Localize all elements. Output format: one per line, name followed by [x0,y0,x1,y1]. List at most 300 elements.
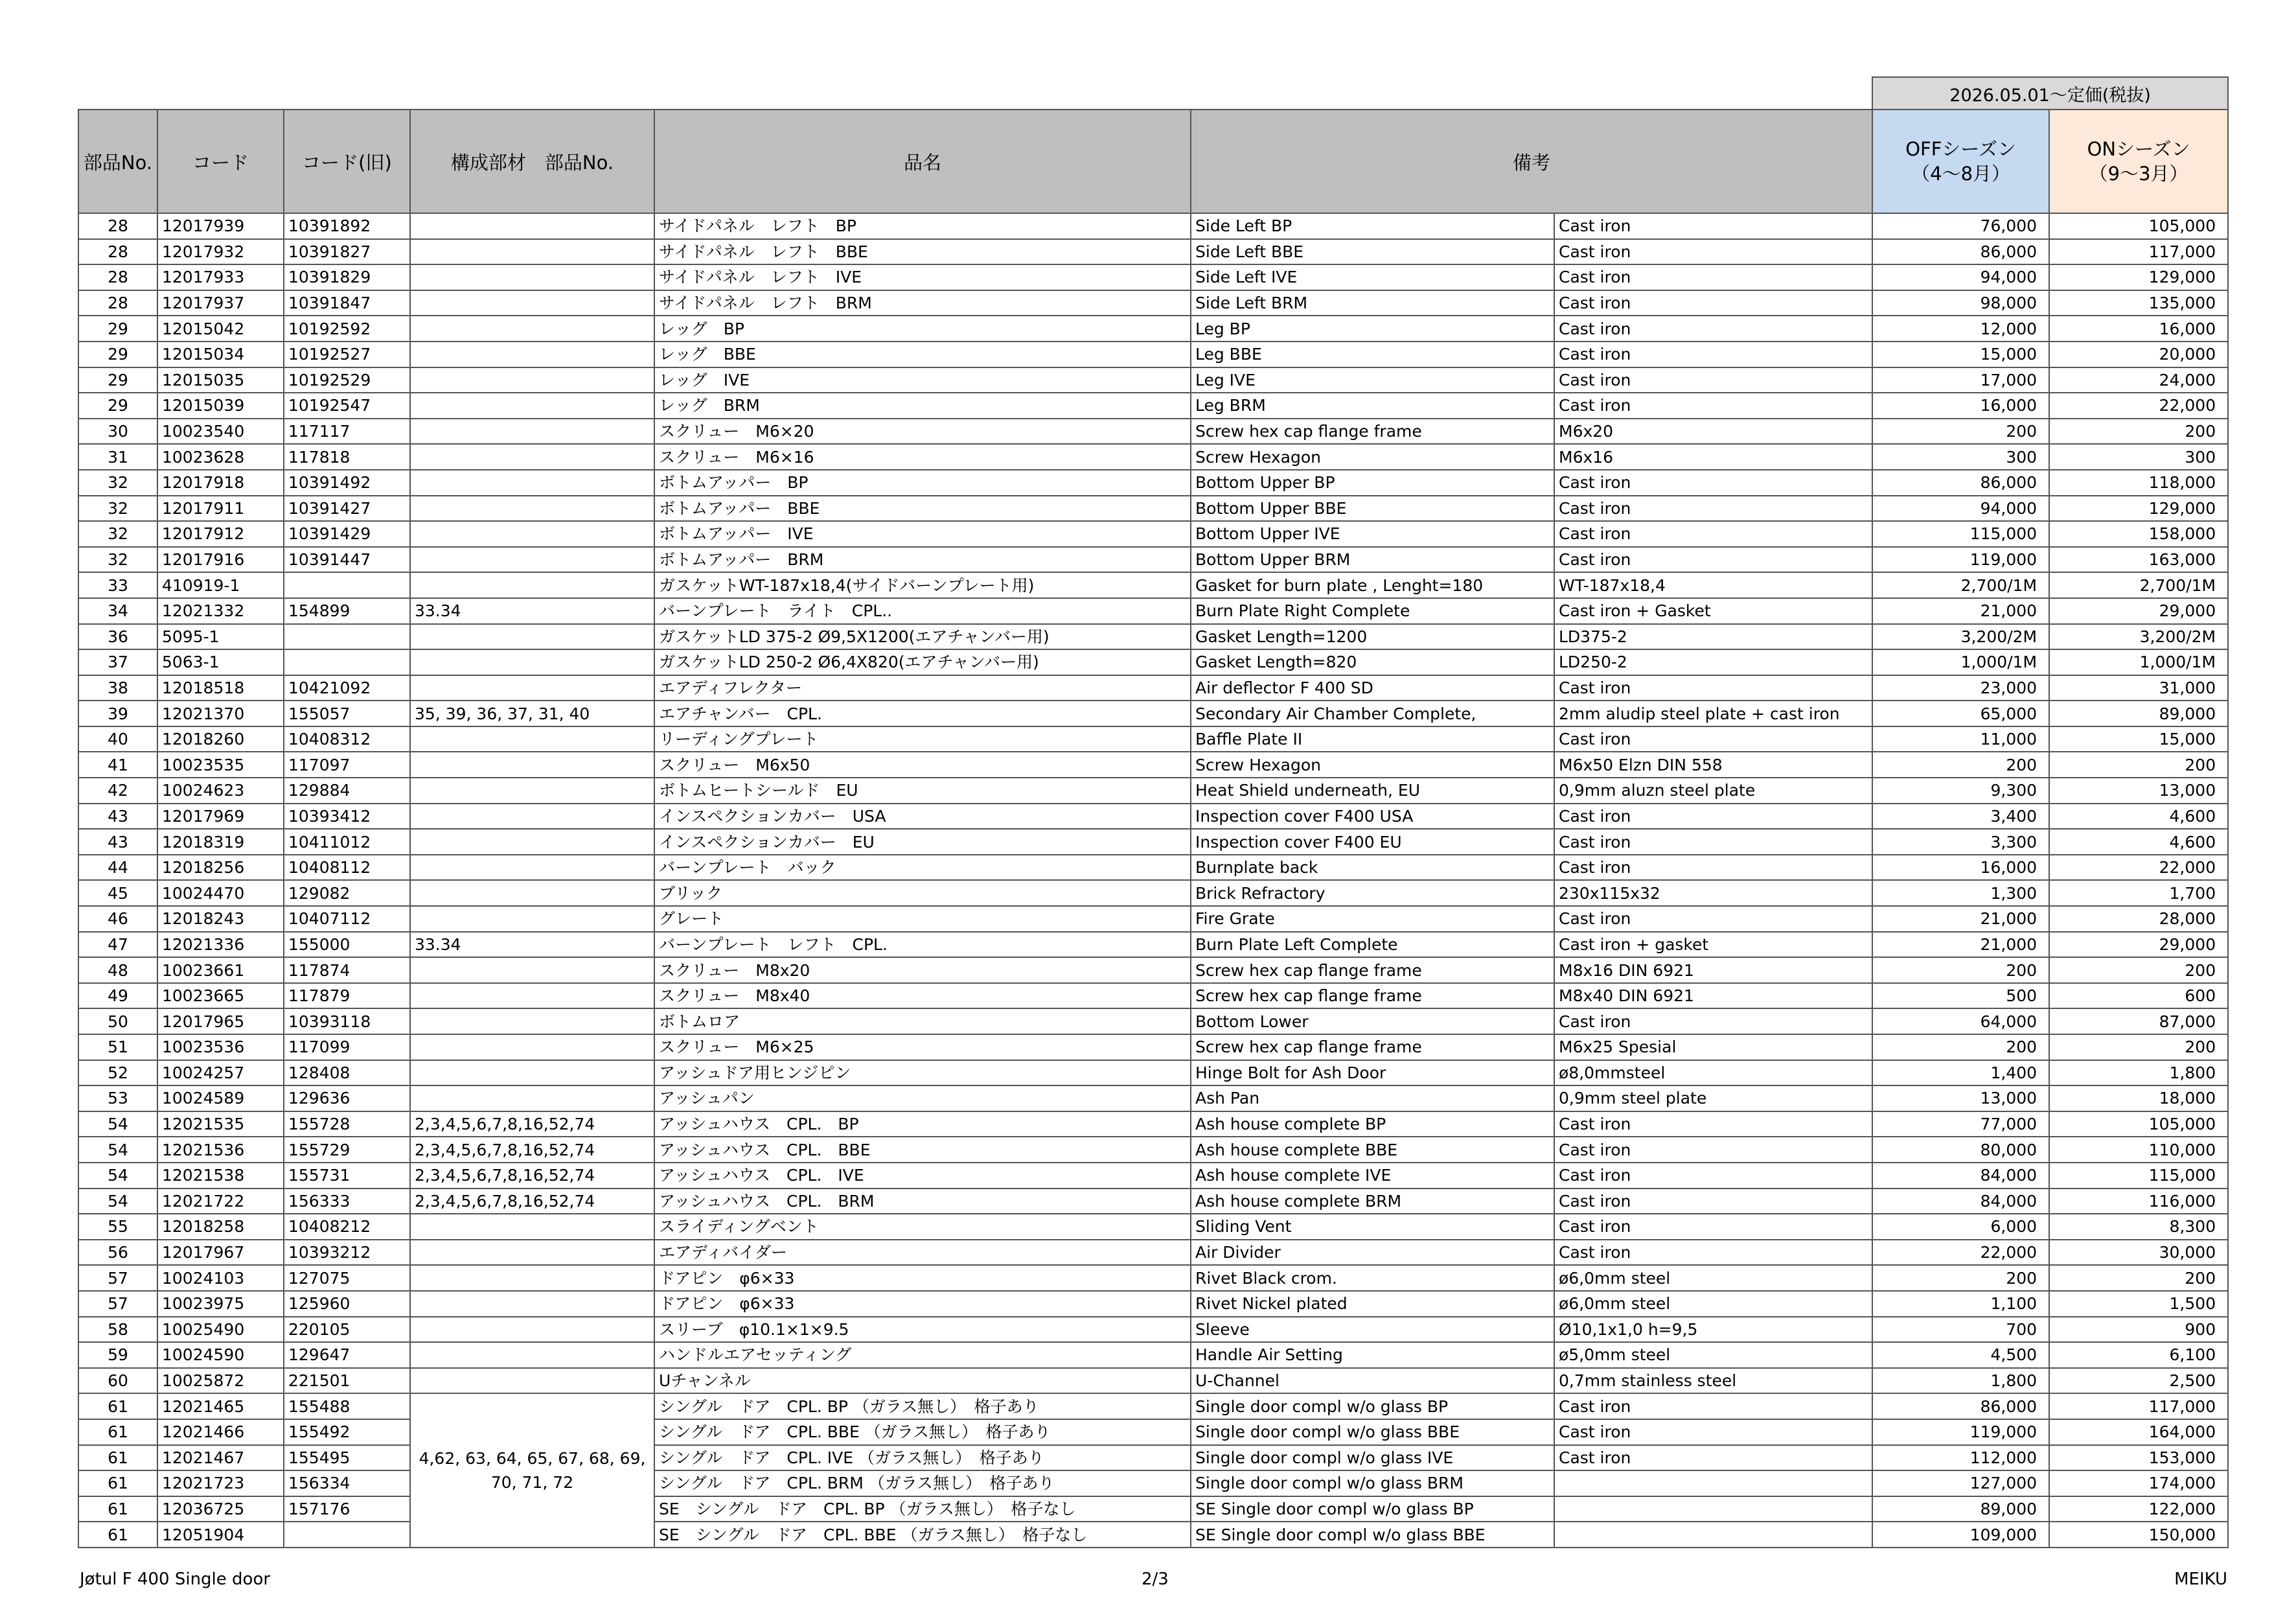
off-season-price-cell: 21,000 [1872,598,2049,624]
part-no-cell: 54 [78,1111,157,1137]
old-code-cell: 155000 [284,932,410,958]
part-name-cell: シングル ドア CPL. IVE （ガラス無し） 格子あり [654,1445,1191,1471]
old-code-cell: 117117 [284,419,410,445]
material-cell: M6x20 [1554,419,1872,445]
part-no-cell: 32 [78,521,157,547]
off-season-price-cell: 94,000 [1872,264,2049,290]
off-season-price-cell: 17,000 [1872,367,2049,393]
code-cell: 12021467 [157,1445,284,1471]
table-row [78,1137,2228,1163]
off-season-price-cell: 200 [1872,752,2049,778]
price-sheet [78,76,2227,1548]
part-no-cell: 61 [78,1522,157,1548]
material-cell: M6x50 Elzn DIN 558 [1554,752,1872,778]
off-season-price-cell: 109,000 [1872,1522,2049,1548]
english-name-cell: Screw hex cap flange frame [1191,957,1554,983]
part-no-cell: 41 [78,752,157,778]
on-season-price-cell: 150,000 [2049,1522,2228,1548]
off-season-price-cell: 89,000 [1872,1496,2049,1522]
part-no-cell: 61 [78,1496,157,1522]
old-code-cell: 10391847 [284,290,410,316]
off-season-price-cell: 6,000 [1872,1214,2049,1240]
components-cell: 2,3,4,5,6,7,8,16,52,74 [410,1163,654,1189]
old-code-cell: 10391429 [284,521,410,547]
header-on-season-title: ONシーズン [2087,138,2190,160]
code-cell: 12021336 [157,932,284,958]
on-season-price-cell: 129,000 [2049,264,2228,290]
english-name-cell: Ash house complete IVE [1191,1163,1554,1189]
part-no-cell: 33 [78,572,157,598]
on-season-price-cell: 600 [2049,983,2228,1009]
off-season-price-cell: 119,000 [1872,547,2049,573]
off-season-price-cell: 12,000 [1872,316,2049,342]
part-name-cell: レッグ BRM [654,393,1191,419]
material-cell: Cast iron [1554,213,1872,239]
components-cell [410,649,654,675]
table-row [78,1085,2228,1111]
components-cell [410,367,654,393]
off-season-price-cell: 76,000 [1872,213,2049,239]
old-code-cell: 10192529 [284,367,410,393]
table-row [78,1214,2228,1240]
code-cell: 5095-1 [157,624,284,650]
part-name-cell: スクリュー M6×16 [654,444,1191,470]
components-cell [410,1085,654,1111]
english-name-cell: SE Single door compl w/o glass BBE [1191,1522,1554,1548]
off-season-price-cell: 115,000 [1872,521,2049,547]
part-name-cell: ドアピン φ6×33 [654,1291,1191,1317]
table-row [78,444,2228,470]
old-code-cell: 117818 [284,444,410,470]
part-no-cell: 57 [78,1291,157,1317]
on-season-price-cell: 2,700/1M [2049,572,2228,598]
part-name-cell: シングル ドア CPL. BBE （ガラス無し） 格子あり [654,1419,1191,1445]
off-season-price-cell: 65,000 [1872,701,2049,726]
column-header-row [78,110,2228,213]
old-code-cell: 10391492 [284,470,410,496]
code-cell: 10024590 [157,1342,284,1368]
material-cell: Cast iron [1554,1445,1872,1471]
part-no-cell: 49 [78,983,157,1009]
components-cell [410,1240,654,1266]
old-code-cell: 155488 [284,1393,410,1419]
off-season-price-cell: 77,000 [1872,1111,2049,1137]
english-name-cell: Rivet Black crom. [1191,1265,1554,1291]
old-code-cell: 10421092 [284,675,410,701]
english-name-cell: Side Left BRM [1191,290,1554,316]
old-code-cell: 10192527 [284,342,410,367]
on-season-price-cell: 3,200/2M [2049,624,2228,650]
table-row [78,290,2228,316]
off-season-price-cell: 86,000 [1872,239,2049,265]
off-season-price-cell: 1,300 [1872,880,2049,906]
on-season-price-cell: 16,000 [2049,316,2228,342]
material-cell: Cast iron [1554,855,1872,881]
old-code-cell [284,649,410,675]
part-name-cell: サイドパネル レフト BRM [654,290,1191,316]
part-name-cell: スクリュー M6×25 [654,1034,1191,1060]
parts-price-table [78,76,2229,1548]
part-no-cell: 29 [78,367,157,393]
english-name-cell: Single door compl w/o glass BBE [1191,1419,1554,1445]
part-name-cell: リーディングプレート [654,726,1191,752]
code-cell: 12017912 [157,521,284,547]
material-cell: ø8,0mmsteel [1554,1060,1872,1086]
on-season-price-cell: 22,000 [2049,855,2228,881]
part-name-cell: ハンドルエアセッティング [654,1342,1191,1368]
old-code-cell: 10391427 [284,496,410,522]
code-cell: 12017939 [157,213,284,239]
components-cell [410,983,654,1009]
english-name-cell: Side Left BP [1191,213,1554,239]
on-season-price-cell: 18,000 [2049,1085,2228,1111]
old-code-cell: 156334 [284,1470,410,1496]
on-season-price-cell: 105,000 [2049,213,2228,239]
components-cell [410,752,654,778]
table-row [78,701,2228,726]
english-name-cell: Bottom Upper BBE [1191,496,1554,522]
on-season-price-cell: 29,000 [2049,598,2228,624]
parts-table-body [78,213,2228,1548]
on-season-price-cell: 110,000 [2049,1137,2228,1163]
code-cell: 12018256 [157,855,284,881]
components-cell [410,444,654,470]
part-name-cell: サイドパネル レフト BP [654,213,1191,239]
material-cell: Cast iron [1554,393,1872,419]
components-cell [410,880,654,906]
code-cell: 10023628 [157,444,284,470]
material-cell: Cast iron [1554,367,1872,393]
old-code-cell: 125960 [284,1291,410,1317]
material-cell: M6x25 Spesial [1554,1034,1872,1060]
code-cell: 12018319 [157,829,284,855]
english-name-cell: Sliding Vent [1191,1214,1554,1240]
part-no-cell: 31 [78,444,157,470]
material-cell: WT-187x18,4 [1554,572,1872,598]
components-cell [410,521,654,547]
english-name-cell: Hinge Bolt for Ash Door [1191,1060,1554,1086]
table-row [78,572,2228,598]
material-cell: M6x16 [1554,444,1872,470]
on-season-price-cell: 116,000 [2049,1189,2228,1214]
part-no-cell: 28 [78,264,157,290]
on-season-price-cell: 105,000 [2049,1111,2228,1137]
on-season-price-cell: 900 [2049,1317,2228,1343]
table-row [78,1419,2228,1445]
old-code-cell [284,572,410,598]
on-season-price-cell: 22,000 [2049,393,2228,419]
off-season-price-cell: 3,400 [1872,804,2049,829]
on-season-price-cell: 2,500 [2049,1368,2228,1394]
part-no-cell: 32 [78,496,157,522]
table-row [78,1496,2228,1522]
on-season-price-cell: 4,600 [2049,804,2228,829]
off-season-price-cell: 80,000 [1872,1137,2049,1163]
code-cell: 12017967 [157,1240,284,1266]
on-season-price-cell: 200 [2049,419,2228,445]
part-no-cell: 53 [78,1085,157,1111]
off-season-price-cell: 200 [1872,957,2049,983]
part-no-cell: 30 [78,419,157,445]
table-row [78,829,2228,855]
english-name-cell: Ash house complete BP [1191,1111,1554,1137]
material-cell: Cast iron + gasket [1554,932,1872,958]
code-cell: 10023536 [157,1034,284,1060]
off-season-price-cell: 3,300 [1872,829,2049,855]
code-cell: 10023661 [157,957,284,983]
table-row [78,470,2228,496]
components-cell: 2,3,4,5,6,7,8,16,52,74 [410,1111,654,1137]
off-season-price-cell: 86,000 [1872,470,2049,496]
part-no-cell: 43 [78,804,157,829]
part-no-cell: 61 [78,1445,157,1471]
table-row [78,1393,2228,1419]
code-cell: 12017918 [157,470,284,496]
part-name-cell: エアディバイダー [654,1240,1191,1266]
on-season-price-cell: 200 [2049,752,2228,778]
material-cell: Cast iron [1554,675,1872,701]
table-row [78,598,2228,624]
english-name-cell: Burn Plate Right Complete [1191,598,1554,624]
components-cell [410,906,654,932]
header-name: 品名 [654,110,1191,213]
off-season-price-cell: 21,000 [1872,906,2049,932]
material-cell: Cast iron [1554,470,1872,496]
part-name-cell: エアディフレクター [654,675,1191,701]
on-season-price-cell: 174,000 [2049,1470,2228,1496]
off-season-price-cell: 98,000 [1872,290,2049,316]
code-cell: 410919-1 [157,572,284,598]
material-cell: LD250-2 [1554,649,1872,675]
code-cell: 12018518 [157,675,284,701]
components-cell [410,675,654,701]
table-row [78,1189,2228,1214]
english-name-cell: Burn Plate Left Complete [1191,932,1554,958]
old-code-cell: 155495 [284,1445,410,1471]
components-cell [410,726,654,752]
old-code-cell: 155492 [284,1419,410,1445]
code-cell: 12017916 [157,547,284,573]
part-no-cell: 34 [78,598,157,624]
material-cell: Cast iron [1554,804,1872,829]
part-name-cell: スクリュー M8x20 [654,957,1191,983]
material-cell: Ø10,1x1,0 h=9,5 [1554,1317,1872,1343]
old-code-cell: 10393212 [284,1240,410,1266]
part-no-cell: 47 [78,932,157,958]
old-code-cell: 10192547 [284,393,410,419]
code-cell: 12018258 [157,1214,284,1240]
header-old-code: コード(旧) [284,110,410,213]
english-name-cell: Bottom Upper BRM [1191,547,1554,573]
components-cell [410,213,654,239]
english-name-cell: Handle Air Setting [1191,1342,1554,1368]
footer-document-title: Jøtul F 400 Single door [80,1570,271,1589]
off-season-price-cell: 21,000 [1872,932,2049,958]
part-no-cell: 39 [78,701,157,726]
code-cell: 12017969 [157,804,284,829]
old-code-cell: 129647 [284,1342,410,1368]
off-season-price-cell: 2,700/1M [1872,572,2049,598]
off-season-price-cell: 11,000 [1872,726,2049,752]
english-name-cell: Sleeve [1191,1317,1554,1343]
english-name-cell: Secondary Air Chamber Complete, [1191,701,1554,726]
table-row [78,1163,2228,1189]
table-row [78,1060,2228,1086]
table-row [78,675,2228,701]
old-code-cell: 10411012 [284,829,410,855]
code-cell: 12015042 [157,316,284,342]
on-season-price-cell: 129,000 [2049,496,2228,522]
part-no-cell: 50 [78,1008,157,1034]
code-cell: 10024257 [157,1060,284,1086]
material-cell: Cast iron [1554,1419,1872,1445]
old-code-cell: 10408212 [284,1214,410,1240]
old-code-cell: 155729 [284,1137,410,1163]
on-season-price-cell: 153,000 [2049,1445,2228,1471]
off-season-price-cell: 13,000 [1872,1085,2049,1111]
english-name-cell: Screw hex cap flange frame [1191,419,1554,445]
code-cell: 12021722 [157,1189,284,1214]
english-name-cell: Burnplate back [1191,855,1554,881]
table-row [78,957,2228,983]
old-code-cell: 221501 [284,1368,410,1394]
part-no-cell: 29 [78,342,157,367]
off-season-price-cell: 15,000 [1872,342,2049,367]
header-off-season [1872,110,2049,213]
part-no-cell: 54 [78,1189,157,1214]
off-season-price-cell: 200 [1872,419,2049,445]
components-cell: 33.34 [410,598,654,624]
off-season-price-cell: 127,000 [1872,1470,2049,1496]
components-cell [410,1060,654,1086]
part-name-cell: スクリュー M6x50 [654,752,1191,778]
old-code-cell [284,624,410,650]
part-no-cell: 28 [78,213,157,239]
on-season-price-cell: 200 [2049,1034,2228,1060]
material-cell: M8x40 DIN 6921 [1554,983,1872,1009]
code-cell: 10023540 [157,419,284,445]
code-cell: 10023535 [157,752,284,778]
components-cell [410,393,654,419]
on-season-price-cell: 13,000 [2049,778,2228,804]
on-season-price-cell: 158,000 [2049,521,2228,547]
code-cell: 12036725 [157,1496,284,1522]
part-no-cell: 32 [78,547,157,573]
english-name-cell: Ash house complete BBE [1191,1137,1554,1163]
code-cell: 12018243 [157,906,284,932]
old-code-cell: 155728 [284,1111,410,1137]
off-season-price-cell: 16,000 [1872,393,2049,419]
part-no-cell: 56 [78,1240,157,1266]
code-cell: 12051904 [157,1522,284,1548]
old-code-cell: 10393118 [284,1008,410,1034]
material-cell: Cast iron + Gasket [1554,598,1872,624]
off-season-price-cell: 1,400 [1872,1060,2049,1086]
old-code-cell: 157176 [284,1496,410,1522]
part-no-cell: 58 [78,1317,157,1343]
on-season-price-cell: 4,600 [2049,829,2228,855]
english-name-cell: Air deflector F 400 SD [1191,675,1554,701]
english-name-cell: Screw hex cap flange frame [1191,1034,1554,1060]
code-cell: 10024623 [157,778,284,804]
header-off-season-months: （4～8月） [1911,163,2011,185]
on-season-price-cell: 24,000 [2049,367,2228,393]
english-name-cell: Ash house complete BRM [1191,1189,1554,1214]
code-cell: 12017965 [157,1008,284,1034]
components-cell [410,1034,654,1060]
material-cell: Cast iron [1554,726,1872,752]
header-components: 構成部材 部品No. [410,110,654,213]
header-on-season [2049,110,2228,213]
old-code-cell: 127075 [284,1265,410,1291]
material-cell: ø6,0mm steel [1554,1291,1872,1317]
english-name-cell: Rivet Nickel plated [1191,1291,1554,1317]
material-cell: Cast iron [1554,1240,1872,1266]
english-name-cell: Air Divider [1191,1240,1554,1266]
material-cell [1554,1522,1872,1548]
code-cell: 10025872 [157,1368,284,1394]
components-cell [410,957,654,983]
on-season-price-cell: 31,000 [2049,675,2228,701]
on-season-price-cell: 6,100 [2049,1342,2228,1368]
off-season-price-cell: 112,000 [1872,1445,2049,1471]
table-row [78,983,2228,1009]
table-row [78,1265,2228,1291]
part-name-cell: Uチャンネル [654,1368,1191,1394]
components-cell [410,239,654,265]
part-no-cell: 40 [78,726,157,752]
table-row [78,547,2228,573]
old-code-cell: 129884 [284,778,410,804]
off-season-price-cell: 3,200/2M [1872,624,2049,650]
components-cell [410,1368,654,1394]
header-on-season-months: （9～3月） [2089,163,2188,185]
off-season-price-cell: 500 [1872,983,2049,1009]
english-name-cell: Inspection cover F400 EU [1191,829,1554,855]
off-season-price-cell: 4,500 [1872,1342,2049,1368]
part-name-cell: ボトムアッパー BRM [654,547,1191,573]
on-season-price-cell: 164,000 [2049,1419,2228,1445]
part-name-cell: アッシュハウス CPL. BP [654,1111,1191,1137]
on-season-price-cell: 117,000 [2049,1393,2228,1419]
english-name-cell: Screw Hexagon [1191,444,1554,470]
on-season-price-cell: 115,000 [2049,1163,2228,1189]
part-no-cell: 55 [78,1214,157,1240]
footer-company: MEIKU [2174,1570,2227,1589]
english-name-cell: Ash Pan [1191,1085,1554,1111]
merged-components-cell: 4,62, 63, 64, 65, 67, 68, 69, 70, 71, 72 [410,1393,654,1548]
old-code-cell: 10391892 [284,213,410,239]
old-code-cell: 129082 [284,880,410,906]
material-cell: 0,9mm aluzn steel plate [1554,778,1872,804]
table-row [78,1445,2228,1471]
table-row [78,855,2228,881]
off-season-price-cell: 84,000 [1872,1189,2049,1214]
old-code-cell: 10408112 [284,855,410,881]
on-season-price-cell: 20,000 [2049,342,2228,367]
code-cell: 12015034 [157,342,284,367]
off-season-price-cell: 94,000 [1872,496,2049,522]
material-cell: Cast iron [1554,906,1872,932]
old-code-cell: 117099 [284,1034,410,1060]
part-name-cell: レッグ BP [654,316,1191,342]
code-cell: 12015035 [157,367,284,393]
on-season-price-cell: 200 [2049,957,2228,983]
old-code-cell: 10391827 [284,239,410,265]
material-cell: Cast iron [1554,1137,1872,1163]
english-name-cell: Leg IVE [1191,367,1554,393]
part-no-cell: 28 [78,290,157,316]
